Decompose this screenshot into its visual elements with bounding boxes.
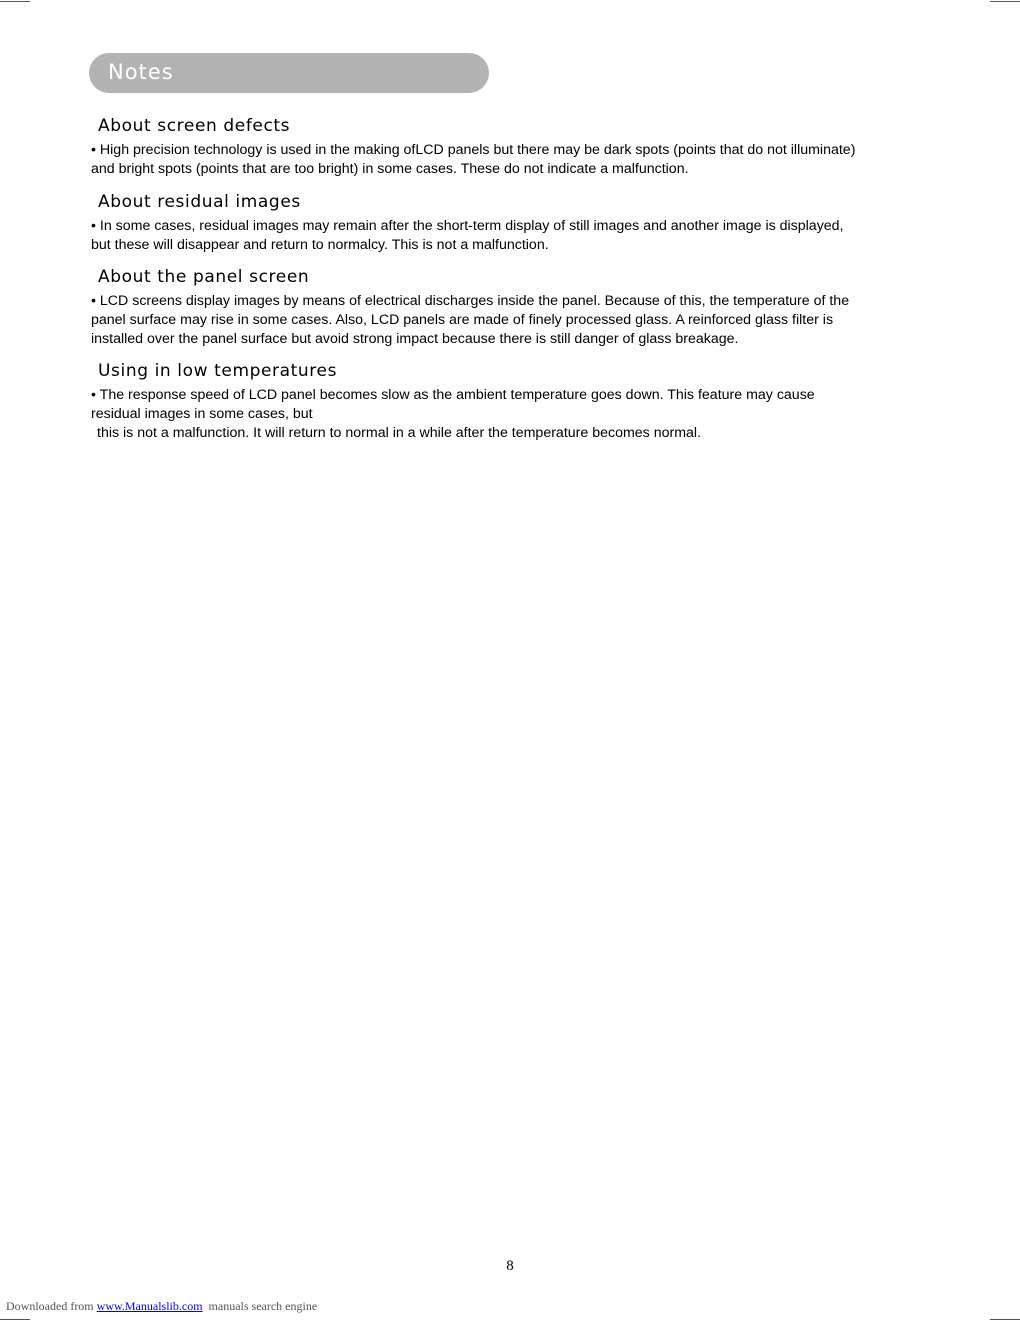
section-heading: About the panel screen [98, 267, 310, 287]
download-footer [6, 1299, 317, 1314]
section-text-line: this is not a malfunction. It will return to normal in a while after the temperature becomes normal. [97, 424, 702, 441]
section-text-line: • The response speed of LCD panel becomes slow as the ambient temperature goes down. This feature may cause [91, 387, 815, 403]
footer-suffix: manuals search engine [202, 1299, 318, 1313]
notes-banner [89, 53, 489, 93]
section-panel-screen [88, 266, 948, 348]
section-text-line: installed over the panel surface but avoid strong impact because there is still danger of glass breakage. [91, 330, 739, 347]
section-heading: Using in low temperatures [98, 361, 338, 381]
section-heading: About residual images [98, 192, 301, 212]
section-text-line: • LCD screens display images by means of electrical discharges inside the panel. Because of this, the temperature of the [91, 293, 850, 309]
section-text-line: but these will disappear and return to normalcy. This is not a malfunction. [91, 236, 549, 253]
section-text-line: panel surface may rise in some cases. Also, LCD panels are made of finely processed glass. A reinforced glass filter is [91, 311, 834, 328]
section-text-line: • In some cases, residual images may remain after the short-term display of still images and another image is displayed, [91, 218, 844, 234]
notes-title: Notes [108, 60, 174, 84]
section-heading: About screen defects [98, 116, 291, 136]
section-text-line: residual images in some cases, but [91, 405, 313, 422]
page-number: 8 [506, 1258, 514, 1274]
crop-mark-top-left [0, 1, 30, 2]
footer-prefix: Downloaded from [6, 1299, 97, 1313]
crop-mark-top-right [990, 1, 1020, 2]
section-low-temperatures [88, 360, 948, 442]
manualslib-link[interactable]: www.Manualslib.com [96, 1299, 203, 1313]
section-screen-defects [88, 115, 948, 179]
section-text-line: and bright spots (points that are too bright) in some cases. These do not indicate a malfunction. [91, 160, 689, 177]
section-residual-images [88, 191, 948, 255]
section-text-line: • High precision technology is used in the making ofLCD panels but there may be dark spots (points that do not illuminate) [91, 142, 856, 158]
